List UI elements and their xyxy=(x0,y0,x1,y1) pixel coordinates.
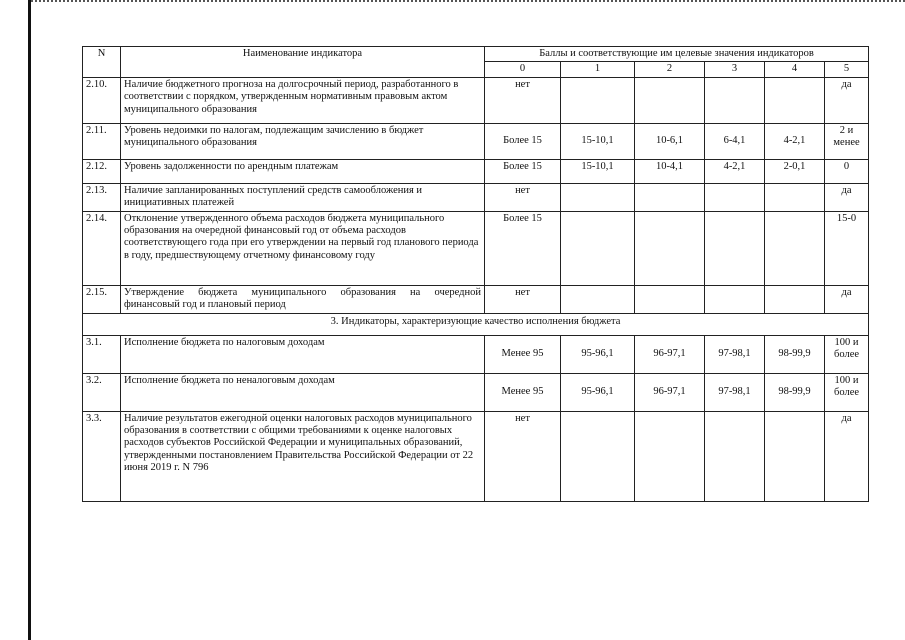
indicator-name: Исполнение бюджета по налоговым доходам xyxy=(121,335,485,373)
header-score-2: 2 xyxy=(635,62,705,77)
score-value-4 xyxy=(765,183,825,211)
score-value-4 xyxy=(765,285,825,313)
table-row xyxy=(83,335,869,373)
score-value-2: 10-4,1 xyxy=(635,159,705,183)
header-n: N xyxy=(83,47,121,78)
indicators-table-container xyxy=(82,46,868,502)
indicator-name: Наличие результатов ежегодной оценки налоговых расходов муниципального образования в соответствии с общими требованиями к оценке налоговых расходов субъектов Российской Федерации и муниципальных образований, утвержденными постановлением Правительства Российской Федерации от 22 июня 2019 г. N 796 xyxy=(121,411,485,501)
score-value-4 xyxy=(765,77,825,123)
scan-edge-left xyxy=(28,0,31,640)
table-row xyxy=(83,77,869,123)
row-number: 2.14. xyxy=(83,211,121,285)
table-row xyxy=(83,211,869,285)
score-value-1: 15-10,1 xyxy=(561,123,635,159)
score-value-1 xyxy=(561,285,635,313)
score-value-4 xyxy=(765,411,825,501)
score-value-0: Более 15 xyxy=(485,159,561,183)
score-value-0: нет xyxy=(485,411,561,501)
score-value-1 xyxy=(561,211,635,285)
score-value-2: 96-97,1 xyxy=(635,373,705,411)
score-value-5: 0 xyxy=(825,159,869,183)
header-score-4: 4 xyxy=(765,62,825,77)
score-value-2 xyxy=(635,285,705,313)
score-value-1 xyxy=(561,77,635,123)
score-value-5: 100 и более xyxy=(825,335,869,373)
score-value-0: Более 15 xyxy=(485,211,561,285)
row-number: 2.12. xyxy=(83,159,121,183)
score-value-1: 15-10,1 xyxy=(561,159,635,183)
score-value-0: нет xyxy=(485,285,561,313)
score-value-4: 98-99,9 xyxy=(765,373,825,411)
score-value-1 xyxy=(561,183,635,211)
indicator-name: Исполнение бюджета по неналоговым доходам xyxy=(121,373,485,411)
score-value-0: Менее 95 xyxy=(485,335,561,373)
score-value-5: да xyxy=(825,77,869,123)
header-indicator-name: Наименование индикатора xyxy=(121,47,485,78)
table-row xyxy=(83,123,869,159)
score-value-1: 95-96,1 xyxy=(561,373,635,411)
table-row xyxy=(83,285,869,313)
row-number: 2.15. xyxy=(83,285,121,313)
row-number: 3.1. xyxy=(83,335,121,373)
row-number: 3.2. xyxy=(83,373,121,411)
scan-edge-top xyxy=(28,0,905,8)
indicator-name: Отклонение утвержденного объема расходов бюджета муниципального образования на очередной финансовый год от объема расходов соответствующего года при его утверждении на первый год планового периода в году, предшествующему отчетному финансовому году xyxy=(121,211,485,285)
score-value-4 xyxy=(765,211,825,285)
score-value-5: да xyxy=(825,285,869,313)
row-number: 2.11. xyxy=(83,123,121,159)
indicator-name: Уровень задолженности по арендным платежам xyxy=(121,159,485,183)
score-value-5: да xyxy=(825,411,869,501)
row-number: 3.3. xyxy=(83,411,121,501)
score-value-0: Более 15 xyxy=(485,123,561,159)
score-value-0: Менее 95 xyxy=(485,373,561,411)
score-value-3 xyxy=(705,183,765,211)
score-value-5: 100 и более xyxy=(825,373,869,411)
score-value-1 xyxy=(561,411,635,501)
score-value-2 xyxy=(635,77,705,123)
score-value-3 xyxy=(705,77,765,123)
header-row-1 xyxy=(83,47,869,62)
header-score-5: 5 xyxy=(825,62,869,77)
score-value-5: да xyxy=(825,183,869,211)
score-value-4: 98-99,9 xyxy=(765,335,825,373)
score-value-3 xyxy=(705,285,765,313)
section-3-title: 3. Индикаторы, характеризующие качество исполнения бюджета xyxy=(83,313,869,335)
score-value-0: нет xyxy=(485,183,561,211)
indicator-name: Наличие запланированных поступлений средств самообложения и инициативных платежей xyxy=(121,183,485,211)
section-heading-row xyxy=(83,313,869,335)
score-value-4: 2-0,1 xyxy=(765,159,825,183)
score-value-3: 97-98,1 xyxy=(705,373,765,411)
indicator-name: Уровень недоимки по налогам, подлежащим зачислению в бюджет муниципального образования xyxy=(121,123,485,159)
score-value-0: нет xyxy=(485,77,561,123)
score-value-3: 97-98,1 xyxy=(705,335,765,373)
header-score-3: 3 xyxy=(705,62,765,77)
indicator-name: Утверждение бюджета муниципального образования на очередной финансовый год и плановый период xyxy=(121,285,485,313)
score-value-3 xyxy=(705,211,765,285)
score-value-2: 10-6,1 xyxy=(635,123,705,159)
score-value-2 xyxy=(635,411,705,501)
score-value-2 xyxy=(635,211,705,285)
score-value-1: 95-96,1 xyxy=(561,335,635,373)
row-number: 2.10. xyxy=(83,77,121,123)
score-value-3: 6-4,1 xyxy=(705,123,765,159)
score-value-4: 4-2,1 xyxy=(765,123,825,159)
score-value-3: 4-2,1 xyxy=(705,159,765,183)
score-value-3 xyxy=(705,411,765,501)
indicators-table xyxy=(82,46,869,502)
header-scores-title: Баллы и соответствующие им целевые значения индикаторов xyxy=(485,47,869,62)
table-row xyxy=(83,183,869,211)
table-row xyxy=(83,411,869,501)
header-score-1: 1 xyxy=(561,62,635,77)
score-value-5: 2 и менее xyxy=(825,123,869,159)
table-row xyxy=(83,373,869,411)
header-score-0: 0 xyxy=(485,62,561,77)
score-value-2 xyxy=(635,183,705,211)
score-value-5: 15-0 xyxy=(825,211,869,285)
table-row xyxy=(83,159,869,183)
score-value-2: 96-97,1 xyxy=(635,335,705,373)
row-number: 2.13. xyxy=(83,183,121,211)
indicator-name: Наличие бюджетного прогноза на долгосрочный период, разработанного в соответствии с порядком, утвержденным нормативным правовым актом муниципального образования xyxy=(121,77,485,123)
